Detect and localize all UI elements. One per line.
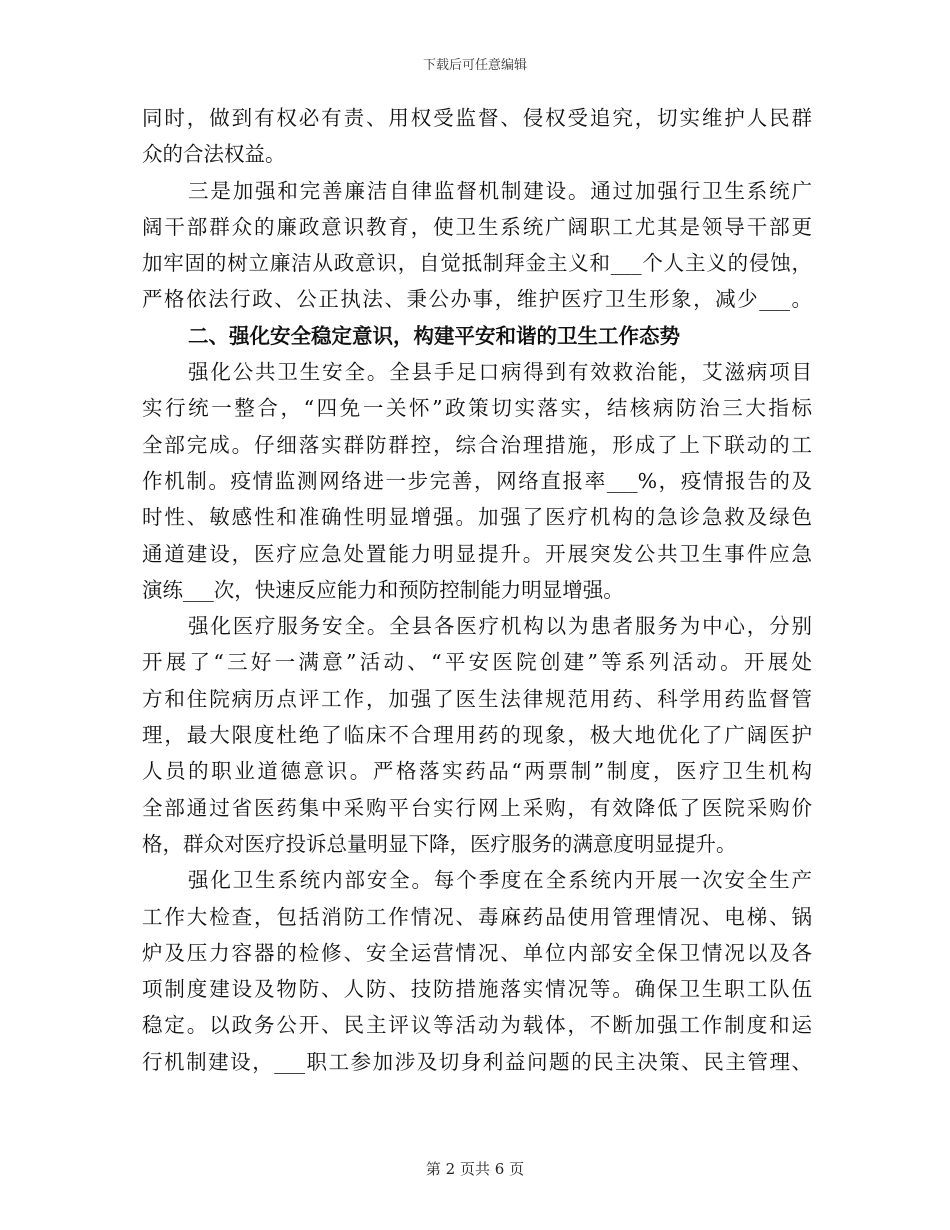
text-line: 全部完成。仔细落实群防群控，综合治理措施，形成了上下联动的工 bbox=[142, 432, 812, 457]
text-line: 强化医疗服务安全。全县各医疗机构以为患者服务为中心，分别 bbox=[188, 614, 812, 639]
text-line: 同时，做到有权必有责、用权受监督、侵权受追究，切实维护人民群 bbox=[142, 106, 812, 130]
text-line: 炉及压力容器的检修、安全运营情况、单位内部安全保卫情况以及各 bbox=[142, 940, 812, 965]
text-line: 行机制建设，___职工参加涉及切身利益问题的民主决策、民主管理、 bbox=[142, 1049, 812, 1074]
text-line: 实行统一整合，“四免一关怀”政策切实落实，结核病防治三大指标 bbox=[142, 396, 812, 421]
text-line: 演练___次，快速反应能力和预防控制能力明显增强。 bbox=[142, 577, 624, 602]
text-line: 时性、敏感性和准确性明显增强。加强了医疗机构的急诊急救及绿色 bbox=[142, 505, 812, 530]
text-line: 阔干部群众的廉政意识教育，使卫生系统广阔职工尤其是领导干部更 bbox=[142, 214, 812, 239]
text-line: 三是加强和完善廉洁自律监督机制建设。通过加强行卫生系统广 bbox=[188, 178, 812, 203]
text-line: 众的合法权益。 bbox=[142, 142, 286, 167]
document-body bbox=[142, 100, 812, 1080]
text-line: 强化卫生系统内部安全。每个季度在全系统内开展一次安全生产 bbox=[188, 868, 812, 893]
text-line: 通道建设，医疗应急处置能力明显提升。开展突发公共卫生事件应急 bbox=[142, 541, 812, 566]
text-line: 格，群众对医疗投诉总量明显下降，医疗服务的满意度明显提升。 bbox=[142, 831, 737, 856]
page-footer: 第 2 页共 6 页 bbox=[425, 1160, 525, 1178]
text-line: 理，最大限度杜绝了临床不合理用药的现象，极大地优化了广阔医护 bbox=[142, 723, 812, 748]
text-line: 方和住院病历点评工作，加强了医生法律规范用药、科学用药监督管 bbox=[142, 686, 812, 711]
text-line: 项制度建设及物防、人防、技防措施落实情况等。确保卫生职工队伍 bbox=[142, 977, 812, 1002]
text-line: 严格依法行政、公正执法、秉公办事，维护医疗卫生形象，减少___。 bbox=[142, 287, 812, 312]
text-line: 开展了“三好一满意”活动、“平安医院创建”等系列活动。开展处 bbox=[142, 650, 812, 675]
page-header: 下载后可任意编辑 bbox=[422, 58, 527, 73]
text-line: 人员的职业道德意识。严格落实药品“两票制”制度，医疗卫生机构 bbox=[142, 759, 812, 784]
text-line: 全部通过省医药集中采购平台实行网上采购，有效降低了医院采购价 bbox=[142, 795, 812, 820]
text-line: 稳定。以政务公开、民主评议等活动为载体，不断加强工作制度和运 bbox=[142, 1013, 812, 1038]
text-line: 作机制。疫情监测网络进一步完善，网络直报率___%，疫情报告的及 bbox=[142, 468, 812, 493]
text-line: 工作大检查，包括消防工作情况、毒麻药品使用管理情况、电梯、锅 bbox=[142, 904, 812, 929]
section-heading: 二、强化安全稳定意识，构建平安和谐的卫生工作态势 bbox=[188, 323, 680, 348]
text-line: 强化公共卫生安全。全县手足口病得到有效救治能，艾滋病项目 bbox=[188, 360, 812, 385]
text-line: 加牢固的树立廉洁从政意识，自觉抵制拜金主义和___个人主义的侵蚀， bbox=[142, 251, 812, 276]
